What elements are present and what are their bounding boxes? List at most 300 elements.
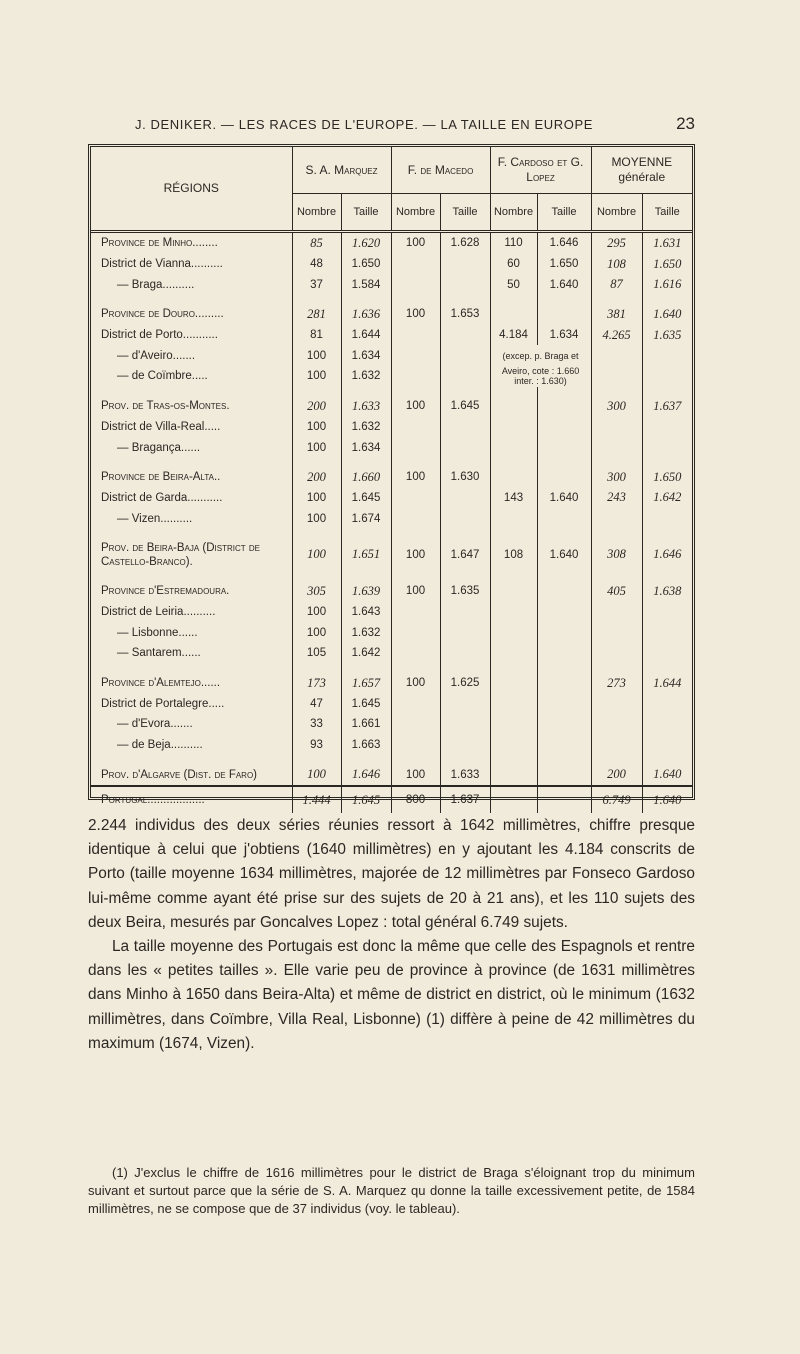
spacer-cell bbox=[292, 755, 341, 764]
moyenne-nombre-cell bbox=[591, 643, 642, 664]
moyenne-nombre-cell bbox=[591, 602, 642, 623]
footnote: (1) J'exclus le chiffre de 1616 millimètres pour le district de Braga s'éloignant trop du minimum suivant et surtout parce que la série de S. A. Marquez qu donne la taille excessivement petite, de 1584 millimètres, ne se compose que de 37 individus (voy. le tableau). bbox=[88, 1165, 695, 1216]
spacer-cell bbox=[91, 755, 292, 764]
spacer-cell bbox=[292, 458, 341, 467]
macedo-nombre-cell bbox=[391, 643, 440, 664]
macedo-nombre-cell: 100 bbox=[391, 673, 440, 694]
moyenne-taille-cell: 1.638 bbox=[653, 583, 682, 598]
region-cell: Province de Beira-Alta.. bbox=[91, 467, 292, 488]
moyenne-taille-cell: 1.646 bbox=[653, 547, 682, 562]
cardoso-nombre-cell bbox=[490, 396, 537, 417]
moyenne-nombre-cell: 243 bbox=[591, 488, 642, 509]
spacer-cell bbox=[391, 755, 440, 764]
cardoso-nombre-cell: 60 bbox=[490, 254, 537, 275]
region-cell: — de Beja.......... bbox=[91, 735, 292, 756]
region-cell: — Lisbonne...... bbox=[91, 622, 292, 643]
moyenne-taille-cell: 1.637 bbox=[653, 398, 682, 413]
running-title: J. DENIKER. — LES RACES DE L'EUROPE. — LA TAILLE EN EUROPE bbox=[135, 117, 593, 132]
macedo-taille-cell bbox=[440, 508, 490, 529]
cardoso-taille-cell bbox=[537, 764, 591, 786]
marquez-nombre-cell: 85 bbox=[292, 232, 341, 254]
macedo-taille-cell: 1.647 bbox=[440, 538, 490, 572]
spacer-cell bbox=[91, 387, 292, 396]
spacer-cell bbox=[440, 664, 490, 673]
table-body bbox=[91, 232, 692, 814]
table-row bbox=[91, 467, 692, 488]
marquez-taille-cell: 1.645 bbox=[341, 693, 391, 714]
macedo-taille-cell bbox=[440, 643, 490, 664]
spacer-row bbox=[91, 529, 692, 538]
macedo-nombre-cell bbox=[391, 714, 440, 735]
spacer-cell bbox=[642, 755, 692, 764]
paragraph: 2.244 individus des deux séries réunies ressort à 1642 millimètres, chiffre presque identique à celui que j'obtiens (1640 millimètres) en y ajoutant les 4.184 conscrits de Porto (taille moyenne 1634 millimètres, majorée de 12 millimètres par Fonseco Gardoso lui-même comme ayant été prise sur des sujets de 20 à 21 ans), et les 110 sujets des deux Beira, mesurés par Goncalves Lopez : total général 6.749 sujets. bbox=[88, 817, 695, 931]
marquez-taille-cell: 1.633 bbox=[341, 396, 391, 417]
marquez-taille-cell: 1.632 bbox=[341, 366, 391, 387]
moyenne-taille-cell: 1.642 bbox=[653, 490, 682, 505]
cardoso-taille-cell bbox=[537, 304, 591, 325]
macedo-nombre-cell bbox=[391, 622, 440, 643]
spacer-cell bbox=[642, 572, 692, 581]
marquez-nombre-cell: 305 bbox=[292, 581, 341, 602]
sub-header-nombre: Nombre bbox=[490, 194, 537, 232]
cardoso-taille-cell bbox=[537, 643, 591, 664]
spacer-cell bbox=[642, 387, 692, 396]
cardoso-taille-cell: 1.646 bbox=[537, 232, 591, 254]
macedo-taille-cell: 1.628 bbox=[440, 232, 490, 254]
macedo-taille-cell: 1.625 bbox=[440, 673, 490, 694]
marquez-nombre-cell: 105 bbox=[292, 643, 341, 664]
cardoso-taille-cell: 1.640 bbox=[537, 274, 591, 295]
spacer-cell bbox=[91, 458, 292, 467]
moyenne-taille-cell bbox=[642, 643, 692, 664]
moyenne-taille-cell: 1.640 bbox=[653, 306, 682, 321]
macedo-taille-cell bbox=[440, 622, 490, 643]
moyenne-nombre-cell: 295 bbox=[591, 232, 642, 254]
macedo-nombre-cell bbox=[391, 437, 440, 458]
spacer-cell bbox=[591, 572, 642, 581]
cardoso-taille-cell bbox=[537, 673, 591, 694]
moyenne-taille-cell: 1.650 bbox=[653, 256, 682, 271]
region-cell: Prov. d'Algarve (Dist. de Faro) bbox=[91, 764, 292, 786]
macedo-nombre-cell bbox=[391, 417, 440, 438]
macedo-taille-cell bbox=[440, 254, 490, 275]
marquez-taille-cell: 1.639 bbox=[341, 581, 391, 602]
region-cell: District de Porto........... bbox=[91, 325, 292, 346]
macedo-taille-cell: 1.630 bbox=[440, 467, 490, 488]
cardoso-nombre-cell bbox=[490, 437, 537, 458]
marquez-nombre-cell: 100 bbox=[292, 417, 341, 438]
marquez-nombre-cell: 100 bbox=[292, 366, 341, 387]
marquez-nombre-cell: 100 bbox=[292, 437, 341, 458]
sub-header-taille: Taille bbox=[341, 194, 391, 232]
table-row bbox=[91, 274, 692, 295]
macedo-nombre-cell bbox=[391, 325, 440, 346]
marquez-taille-cell: 1.651 bbox=[341, 538, 391, 572]
sub-header-taille: Taille bbox=[537, 194, 591, 232]
sub-header-taille: Taille bbox=[440, 194, 490, 232]
spacer-cell bbox=[440, 529, 490, 538]
spacer-row bbox=[91, 295, 692, 304]
moyenne-nombre-cell: 308 bbox=[591, 538, 642, 572]
region-cell: — de Coïmbre..... bbox=[91, 366, 292, 387]
table-row bbox=[91, 508, 692, 529]
table-row bbox=[91, 602, 692, 623]
spacer-cell bbox=[391, 664, 440, 673]
spacer-cell bbox=[440, 387, 490, 396]
spacer-cell bbox=[537, 387, 591, 396]
spacer-cell bbox=[341, 664, 391, 673]
spacer-cell bbox=[391, 529, 440, 538]
cardoso-taille-cell bbox=[537, 693, 591, 714]
spacer-cell bbox=[537, 529, 591, 538]
macedo-nombre-cell bbox=[391, 488, 440, 509]
marquez-nombre-cell: 47 bbox=[292, 693, 341, 714]
marquez-taille-cell: 1.660 bbox=[341, 467, 391, 488]
spacer-cell bbox=[341, 572, 391, 581]
marquez-nombre-cell: 200 bbox=[292, 467, 341, 488]
marquez-nombre-cell: 281 bbox=[292, 304, 341, 325]
marquez-taille-cell: 1.657 bbox=[341, 673, 391, 694]
macedo-taille-cell: 1.633 bbox=[440, 764, 490, 786]
moyenne-nombre-cell: 108 bbox=[591, 254, 642, 275]
spacer-cell bbox=[292, 387, 341, 396]
region-cell: — Braga.......... bbox=[91, 274, 292, 295]
region-cell: District de Portalegre..... bbox=[91, 693, 292, 714]
moyenne-taille-cell: 1.635 bbox=[653, 327, 682, 342]
marquez-taille-cell: 1.642 bbox=[341, 643, 391, 664]
spacer-cell bbox=[440, 458, 490, 467]
region-cell: — d'Evora....... bbox=[91, 714, 292, 735]
table-row bbox=[91, 345, 692, 366]
spacer-cell bbox=[591, 664, 642, 673]
marquez-taille-cell: 1.645 bbox=[341, 786, 391, 813]
group-header-cardoso-lopez: F. Cardoso et G. Lopez bbox=[490, 147, 591, 194]
moyenne-taille-cell: 1.616 bbox=[653, 277, 682, 292]
cardoso-nombre-cell bbox=[490, 508, 537, 529]
spacer-cell bbox=[591, 387, 642, 396]
cardoso-nombre-cell: 110 bbox=[490, 232, 537, 254]
marquez-taille-cell: 1.643 bbox=[341, 602, 391, 623]
table-row bbox=[91, 764, 692, 786]
table-row bbox=[91, 325, 692, 346]
region-cell: Portugal.................. bbox=[91, 786, 292, 813]
marquez-taille-cell: 1.644 bbox=[341, 325, 391, 346]
marquez-nombre-cell: 100 bbox=[292, 538, 341, 572]
moyenne-nombre-cell bbox=[591, 714, 642, 735]
marquez-nombre-cell: 200 bbox=[292, 396, 341, 417]
spacer-cell bbox=[292, 664, 341, 673]
cardoso-nombre-cell bbox=[490, 735, 537, 756]
table-row bbox=[91, 735, 692, 756]
cardoso-nombre-cell bbox=[490, 673, 537, 694]
marquez-taille-cell: 1.632 bbox=[341, 417, 391, 438]
spacer-cell bbox=[391, 387, 440, 396]
sub-header-taille: Taille bbox=[642, 194, 692, 232]
table-row bbox=[91, 254, 692, 275]
region-cell: Province de Douro......... bbox=[91, 304, 292, 325]
cardoso-nombre-cell: 50 bbox=[490, 274, 537, 295]
marquez-nombre-cell: 81 bbox=[292, 325, 341, 346]
group-header-marquez: S. A. Marquez bbox=[292, 147, 391, 194]
macedo-nombre-cell: 100 bbox=[391, 396, 440, 417]
region-cell: — Bragança...... bbox=[91, 437, 292, 458]
macedo-taille-cell bbox=[440, 488, 490, 509]
table-row bbox=[91, 622, 692, 643]
marquez-nombre-cell: 100 bbox=[292, 602, 341, 623]
moyenne-nombre-cell: 273 bbox=[591, 673, 642, 694]
spacer-cell bbox=[91, 664, 292, 673]
spacer-row bbox=[91, 458, 692, 467]
cardoso-nombre-cell bbox=[490, 643, 537, 664]
table-row bbox=[91, 417, 692, 438]
moyenne-nombre-cell bbox=[591, 693, 642, 714]
sub-header-nombre: Nombre bbox=[391, 194, 440, 232]
macedo-taille-cell bbox=[440, 693, 490, 714]
cardoso-nombre-cell: 4.184 bbox=[490, 325, 537, 346]
table-row bbox=[91, 581, 692, 602]
marquez-nombre-cell: 100 bbox=[292, 622, 341, 643]
moyenne-taille-cell bbox=[642, 622, 692, 643]
region-cell: Province d'Estremadoura. bbox=[91, 581, 292, 602]
spacer-cell bbox=[341, 458, 391, 467]
total-row bbox=[91, 786, 692, 813]
spacer-cell bbox=[591, 755, 642, 764]
cardoso-taille-cell: 1.640 bbox=[537, 538, 591, 572]
macedo-nombre-cell: 800 bbox=[391, 786, 440, 813]
cardoso-taille-cell bbox=[537, 467, 591, 488]
cardoso-nombre-cell bbox=[490, 622, 537, 643]
spacer-cell bbox=[591, 458, 642, 467]
marquez-taille-cell: 1.661 bbox=[341, 714, 391, 735]
spacer-cell bbox=[490, 458, 537, 467]
marquez-taille-cell: 1.584 bbox=[341, 274, 391, 295]
spacer-cell bbox=[292, 572, 341, 581]
macedo-nombre-cell bbox=[391, 274, 440, 295]
marquez-taille-cell: 1.674 bbox=[341, 508, 391, 529]
spacer-cell bbox=[537, 572, 591, 581]
macedo-taille-cell: 1.635 bbox=[440, 581, 490, 602]
spacer-row bbox=[91, 755, 692, 764]
table-row bbox=[91, 488, 692, 509]
spacer-cell bbox=[440, 755, 490, 764]
spacer-cell bbox=[591, 295, 642, 304]
moyenne-nombre-cell: 381 bbox=[591, 304, 642, 325]
table-row bbox=[91, 232, 692, 254]
moyenne-taille-cell bbox=[642, 345, 692, 366]
spacer-cell bbox=[537, 755, 591, 764]
moyenne-nombre-cell: 200 bbox=[591, 764, 642, 786]
spacer-cell bbox=[642, 295, 692, 304]
macedo-nombre-cell: 100 bbox=[391, 304, 440, 325]
macedo-taille-cell bbox=[440, 602, 490, 623]
paragraph: La taille moyenne des Portugais est donc la même que celle des Espagnols et rentre dans les « petites tailles ». Elle varie peu de province à province (de 1631 millimètres dans Minho à 1650 dans Beira-Alta) et même de district en district, où le minimum (1632 millimètres, dans Coïmbre, Villa Real, Lisbonne) (1) diffère à peine de 42 millimètres du maximum (1674, Vizen). bbox=[88, 938, 695, 1052]
cardoso-nombre-cell: Aveiro, cote : 1.660 inter. : 1.630) bbox=[490, 366, 591, 387]
spacer-row bbox=[91, 387, 692, 396]
cardoso-nombre-cell bbox=[490, 304, 537, 325]
cardoso-nombre-cell bbox=[490, 581, 537, 602]
spacer-cell bbox=[341, 295, 391, 304]
cardoso-taille-cell bbox=[537, 714, 591, 735]
moyenne-taille-cell bbox=[642, 366, 692, 387]
moyenne-taille-cell bbox=[642, 602, 692, 623]
spacer-cell bbox=[642, 529, 692, 538]
macedo-nombre-cell: 100 bbox=[391, 538, 440, 572]
spacer-cell bbox=[537, 664, 591, 673]
spacer-cell bbox=[537, 295, 591, 304]
macedo-taille-cell: 1.653 bbox=[440, 304, 490, 325]
moyenne-nombre-cell bbox=[591, 437, 642, 458]
moyenne-taille-cell bbox=[642, 417, 692, 438]
macedo-nombre-cell bbox=[391, 693, 440, 714]
moyenne-taille-cell: 1.640 bbox=[653, 767, 682, 782]
cardoso-taille-cell bbox=[537, 396, 591, 417]
moyenne-taille-cell bbox=[642, 693, 692, 714]
moyenne-nombre-cell bbox=[591, 735, 642, 756]
spacer-cell bbox=[391, 458, 440, 467]
moyenne-nombre-cell: 87 bbox=[591, 274, 642, 295]
sub-header-nombre: Nombre bbox=[292, 194, 341, 232]
region-cell: Prov. de Tras-os-Montes. bbox=[91, 396, 292, 417]
cardoso-nombre-cell bbox=[490, 714, 537, 735]
marquez-taille-cell: 1.632 bbox=[341, 622, 391, 643]
moyenne-taille-cell: 1.631 bbox=[653, 235, 682, 250]
marquez-nombre-cell: 33 bbox=[292, 714, 341, 735]
cardoso-taille-cell bbox=[537, 417, 591, 438]
marquez-taille-cell: 1.634 bbox=[341, 345, 391, 366]
macedo-taille-cell bbox=[440, 366, 490, 387]
moyenne-nombre-cell bbox=[591, 366, 642, 387]
moyenne-nombre-cell: 405 bbox=[591, 581, 642, 602]
moyenne-nombre-cell: 300 bbox=[591, 467, 642, 488]
moyenne-nombre-cell bbox=[591, 622, 642, 643]
cardoso-taille-cell bbox=[537, 735, 591, 756]
spacer-cell bbox=[490, 664, 537, 673]
table-row bbox=[91, 714, 692, 735]
spacer-row bbox=[91, 664, 692, 673]
region-cell: — d'Aveiro....... bbox=[91, 345, 292, 366]
cardoso-taille-cell bbox=[537, 786, 591, 813]
region-cell: District de Villa-Real..... bbox=[91, 417, 292, 438]
cardoso-nombre-cell bbox=[490, 786, 537, 813]
regions-header: RÉGIONS bbox=[91, 147, 292, 232]
spacer-cell bbox=[642, 458, 692, 467]
spacer-cell bbox=[490, 295, 537, 304]
group-header-macedo: F. de Macedo bbox=[391, 147, 490, 194]
cardoso-nombre-cell bbox=[490, 693, 537, 714]
marquez-nombre-cell: 173 bbox=[292, 673, 341, 694]
cardoso-taille-cell: 1.640 bbox=[537, 488, 591, 509]
spacer-row bbox=[91, 572, 692, 581]
macedo-taille-cell: 1.645 bbox=[440, 396, 490, 417]
stature-table bbox=[88, 144, 695, 807]
region-cell: District de Vianna.......... bbox=[91, 254, 292, 275]
moyenne-taille-cell bbox=[642, 508, 692, 529]
marquez-taille-cell: 1.663 bbox=[341, 735, 391, 756]
table-row bbox=[91, 366, 692, 387]
spacer-cell bbox=[591, 529, 642, 538]
moyenne-taille-cell: 1.640 bbox=[642, 786, 692, 813]
moyenne-nombre-cell bbox=[591, 508, 642, 529]
cardoso-nombre-cell bbox=[490, 467, 537, 488]
page-number: 23 bbox=[676, 114, 695, 133]
cardoso-nombre-cell: 143 bbox=[490, 488, 537, 509]
region-cell: — Vizen.......... bbox=[91, 508, 292, 529]
macedo-nombre-cell: 100 bbox=[391, 581, 440, 602]
table-row bbox=[91, 643, 692, 664]
table-row bbox=[91, 673, 692, 694]
moyenne-nombre-cell: 300 bbox=[591, 396, 642, 417]
macedo-nombre-cell: 100 bbox=[391, 467, 440, 488]
table-row bbox=[91, 693, 692, 714]
marquez-nombre-cell: 37 bbox=[292, 274, 341, 295]
cardoso-taille-cell: 1.650 bbox=[537, 254, 591, 275]
spacer-cell bbox=[490, 755, 537, 764]
moyenne-nombre-cell bbox=[591, 417, 642, 438]
spacer-cell bbox=[341, 755, 391, 764]
spacer-cell bbox=[91, 295, 292, 304]
macedo-taille-cell: 1.637 bbox=[440, 786, 490, 813]
region-cell: Prov. de Beira-Baja (District de Castello-Branco). bbox=[91, 538, 292, 572]
running-header bbox=[135, 114, 695, 134]
moyenne-nombre-cell: 6.749 bbox=[591, 786, 642, 813]
spacer-cell bbox=[91, 529, 292, 538]
macedo-nombre-cell bbox=[391, 602, 440, 623]
table-row bbox=[91, 538, 692, 572]
spacer-cell bbox=[490, 529, 537, 538]
spacer-cell bbox=[391, 295, 440, 304]
spacer-cell bbox=[91, 572, 292, 581]
macedo-taille-cell bbox=[440, 325, 490, 346]
macedo-nombre-cell bbox=[391, 508, 440, 529]
moyenne-taille-cell: 1.650 bbox=[653, 469, 682, 484]
macedo-nombre-cell: 100 bbox=[391, 232, 440, 254]
moyenne-taille-cell bbox=[642, 735, 692, 756]
sub-header-nombre: Nombre bbox=[591, 194, 642, 232]
cardoso-taille-cell: 1.634 bbox=[537, 325, 591, 346]
marquez-taille-cell: 1.646 bbox=[341, 764, 391, 786]
cardoso-nombre-cell bbox=[490, 764, 537, 786]
group-header-moyenne: MOYENNE générale bbox=[611, 155, 673, 184]
marquez-nombre-cell: 48 bbox=[292, 254, 341, 275]
cardoso-taille-cell bbox=[537, 602, 591, 623]
cardoso-taille-cell bbox=[537, 437, 591, 458]
cardoso-taille-cell bbox=[537, 581, 591, 602]
table-row bbox=[91, 304, 692, 325]
cardoso-nombre-cell bbox=[490, 417, 537, 438]
macedo-taille-cell bbox=[440, 714, 490, 735]
spacer-cell bbox=[292, 295, 341, 304]
moyenne-taille-cell bbox=[642, 437, 692, 458]
region-cell: District de Leiria.......... bbox=[91, 602, 292, 623]
macedo-taille-cell bbox=[440, 437, 490, 458]
marquez-nombre-cell: 100 bbox=[292, 345, 341, 366]
cardoso-nombre-cell: (excep. p. Braga et bbox=[490, 345, 591, 366]
macedo-taille-cell bbox=[440, 345, 490, 366]
macedo-taille-cell bbox=[440, 274, 490, 295]
moyenne-nombre-cell bbox=[591, 345, 642, 366]
table-row bbox=[91, 396, 692, 417]
marquez-taille-cell: 1.636 bbox=[341, 304, 391, 325]
macedo-nombre-cell: 100 bbox=[391, 764, 440, 786]
cardoso-nombre-cell bbox=[490, 602, 537, 623]
macedo-nombre-cell bbox=[391, 345, 440, 366]
marquez-taille-cell: 1.620 bbox=[341, 232, 391, 254]
marquez-nombre-cell: 93 bbox=[292, 735, 341, 756]
body-text bbox=[88, 814, 695, 1056]
marquez-nombre-cell: 100 bbox=[292, 488, 341, 509]
macedo-taille-cell bbox=[440, 417, 490, 438]
spacer-cell bbox=[341, 529, 391, 538]
